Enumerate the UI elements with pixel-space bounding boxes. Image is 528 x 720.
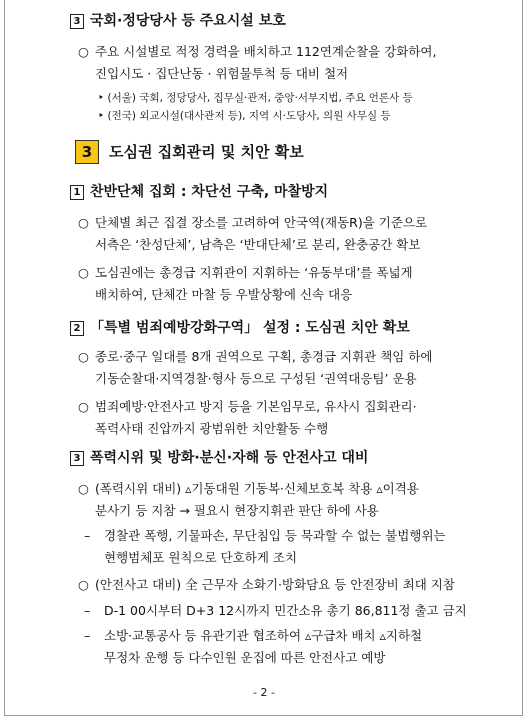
bullet-dash: – [84, 528, 91, 543]
subitem-nationwide: ‣ (전국) 외교시설(대사관저 등), 지역 시·도당사, 의원 사무실 등 [98, 110, 391, 122]
paragraph-group-separation [78, 212, 427, 256]
bullet-circle: ○ [78, 349, 89, 364]
paragraph-zone-mission [78, 396, 417, 440]
paragraph-mobile-unit [78, 262, 413, 306]
bullet-circle: ○ [78, 399, 89, 414]
bullet-circle: ○ [78, 215, 89, 230]
bullet-circle: ○ [78, 44, 89, 59]
paragraph-line: 경찰관 폭행, 기물파손, 무단침입 등 묵과할 수 없는 불법행위는 [104, 528, 446, 543]
paragraph-line: 무정차 운행 등 다수인원 운집에 따른 안전사고 예방 [104, 650, 386, 665]
paragraph-line: 분사기 등 지참 → 필요시 현장지휘관 판단 하에 사용 [95, 503, 379, 518]
subheading-number-box: 3 [70, 451, 84, 466]
subheading-text: 국회·정당당사 등 주요시설 보호 [90, 13, 286, 29]
paragraph-violent-protest [78, 478, 419, 522]
bullet-dash: – [84, 603, 91, 618]
section-number-badge: 3 [75, 140, 99, 164]
paragraph-line: 기동순찰대·지역경찰·형사 등으로 구성된 ‘권역대응팀’ 운용 [95, 371, 417, 386]
section-title-text: 도심권 집회관리 및 치안 확보 [109, 143, 304, 161]
paragraph-zone-division [78, 346, 433, 390]
paragraph-line: 서측은 ‘찬성단체’, 남측은 ‘반대단체’로 분리, 완충공간 확보 [95, 237, 421, 252]
paragraph-line: (안전사고 대비) 全 근무자 소화기·방화담요 등 안전장비 최대 지참 [95, 577, 455, 592]
subheading-number-box: 3 [70, 14, 84, 29]
subheading-text: 「특별 범죄예방강화구역」 설정 : 도심권 치안 확보 [90, 320, 410, 336]
subheading-facility-protection [70, 10, 286, 30]
subheading-rally-separation [70, 181, 328, 201]
subheading-text: 찬반단체 집회 : 차단선 구축, 마찰방지 [90, 184, 329, 200]
paragraph-line: 종로·중구 일대를 8개 권역으로 구획, 총경급 지휘관 책임 하에 [95, 349, 433, 364]
paragraph-line: 범죄예방·안전사고 방지 등을 기본임무로, 유사시 집회관리· [95, 399, 417, 414]
bullet-dash: – [84, 628, 91, 643]
paragraph-line: 도심권에는 총경급 지휘관이 지휘하는 ‘유동부대’를 폭넓게 [95, 265, 413, 280]
page-number: - 2 - [253, 686, 275, 699]
subheading-crime-prevention-zone [70, 317, 410, 337]
subitem-seoul: ‣ (서울) 국회, 정당당사, 집무실·관저, 중앙·서부지법, 주요 언론사 등 [98, 92, 413, 104]
paragraph-line: (폭력시위 대비) ▵기동대원 기동복·신체보호복 착용 ▵이격용 [95, 481, 419, 496]
paragraph-line: 소방·교통공사 등 유관기관 협조하여 ▵구급차 배치 ▵지하철 [104, 628, 423, 643]
dash-item-firearm-ban [84, 600, 467, 622]
paragraph-line: 진입시도 · 집단난동 · 위험물투척 등 대비 철저 [95, 66, 349, 81]
subheading-number-box: 2 [70, 321, 84, 336]
section-title [75, 140, 304, 164]
paragraph-line: 주요 시설별로 적정 경력을 배치하고 112연계순찰을 강화하여, [95, 44, 437, 59]
subheading-safety-accident [70, 447, 368, 467]
subheading-number-box: 1 [70, 185, 84, 200]
paragraph-safety-equipment [78, 574, 455, 596]
paragraph-line: 폭력사태 진압까지 광범위한 치안활동 수행 [95, 421, 329, 436]
subheading-text: 폭력시위 및 방화·분신·자해 등 안전사고 대비 [90, 450, 369, 466]
paragraph-line: D-1 00시부터 D+3 12시까지 민간소유 총기 86,811정 출고 금지 [104, 603, 467, 618]
paragraph-line: 단체별 최근 집결 장소를 고려하여 안국역(재동R)을 기준으로 [95, 215, 428, 230]
bullet-circle: ○ [78, 265, 89, 280]
dash-item-agency-cooperation [84, 625, 422, 669]
paragraph-facility-deployment [78, 41, 436, 85]
bullet-circle: ○ [78, 577, 89, 592]
dash-item-illegal-acts [84, 525, 446, 569]
paragraph-line: 현행범체포 원칙으로 단호하게 조치 [104, 550, 298, 565]
paragraph-line: 배치하여, 단체간 마찰 등 우발상황에 신속 대응 [95, 287, 353, 302]
bullet-circle: ○ [78, 481, 89, 496]
